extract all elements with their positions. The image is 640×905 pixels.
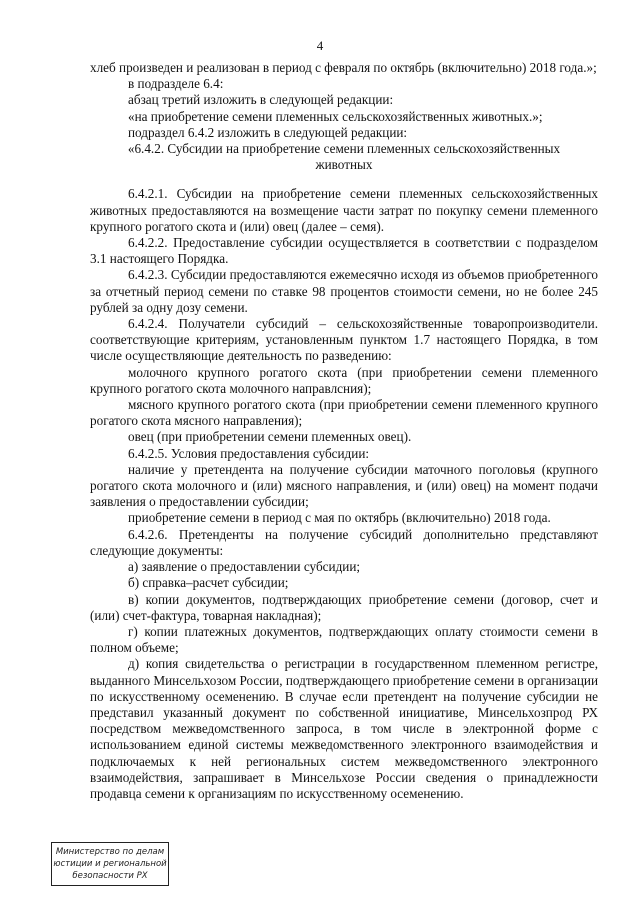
paragraph: хлеб произведен и реализован в период с февраля по октябрь (включительно) 2018 года.»; bbox=[90, 60, 597, 75]
stamp-line-2: юстиции и региональной bbox=[53, 859, 167, 869]
document-body bbox=[90, 60, 598, 802]
paragraph: наличие у претендента на получение субсидии маточного поголовья (крупного рогатого скота молочного и (или) мясного направления, и (или) овец) на момент подачи заявления о предоставлении субсидии; bbox=[90, 461, 598, 510]
paragraph: овец (при приобретении семени племенных овец). bbox=[128, 429, 412, 445]
paragraph: приобретение семени в период с мая по октябрь (включительно) 2018 года. bbox=[128, 510, 551, 526]
section-heading: «6.4.2. Субсидии на приобретение семени племенных сельскохозяйственных животных bbox=[127, 141, 561, 173]
paragraph: в) копии документов, подтверждающих приобретение семени (договор, счет и (или) счет-фактура, товарная накладная); bbox=[90, 591, 598, 623]
paragraph: г) копии платежных документов, подтверждающих оплату стоимости семени в полном объеме; bbox=[90, 623, 598, 656]
paragraph: 6.4.2.5. Условия предоставления субсидии: bbox=[128, 445, 370, 461]
paragraph: б) справка–расчет субсидии; bbox=[128, 575, 289, 591]
paragraph: 6.4.2.4. Получатели субсидий – сельскохозяйственные товаропроизводители. соответствующие критериям, установленным пунктом 1.7 настоящего Порядка, в том числе осуществляющие деятельность по разведению: bbox=[90, 316, 598, 364]
paragraph: 6.4.2.3. Субсидии предоставляются ежемесячно исходя из объемов приобретенного за отчетный период семени по ставке 98 процентов стоимости семени, но не более 245 рублей за одну дозу семени. bbox=[90, 267, 598, 315]
stamp-line-3: безопасности РХ bbox=[72, 871, 148, 881]
paragraph: 6.4.2.1. Субсидии на приобретение семени племенных сельскохозяйственных животных предоставляются на возмещение части затрат по покупку семени племенного крупного рогатого скота и (или) овец (далее – семя). bbox=[90, 186, 598, 234]
paragraph: «на приобретение семени племенных сельскохозяйственных животных.»; bbox=[128, 108, 543, 124]
ministry-stamp bbox=[51, 842, 169, 886]
paragraph: абзац третий изложить в следующей редакции: bbox=[128, 92, 394, 108]
paragraph: мясного крупного рогатого скота (при приобретении семени племенного крупного рогатого скота мясного направления); bbox=[90, 397, 598, 429]
stamp-line-1: Министерство по делам bbox=[55, 847, 165, 857]
paragraph: 6.4.2.6. Претенденты на получение субсидий дополнительно представляют следующие документы: bbox=[90, 526, 598, 558]
paragraph: подраздел 6.4.2 изложить в следующей редакции: bbox=[128, 124, 408, 140]
paragraph-gap bbox=[90, 173, 598, 186]
paragraph: молочного крупного рогатого скота (при приобретении семени племенного крупного рогатого скота молочного направлсния); bbox=[90, 364, 598, 396]
paragraph: 6.4.2.2. Предоставление субсидии осуществляется в соответствии с подразделом 3.1 настоящего Порядка. bbox=[90, 235, 598, 267]
paragraph: а) заявление о предоставлении субсидии; bbox=[128, 559, 361, 575]
paragraph: в подразделе 6.4: bbox=[128, 76, 224, 92]
paragraph: д) копия свидетельства о регистрации в государственном племенном регистре, выданного Минсельхозом России, подтверждающего приобретение семени в организации по искусственному осеменению. В случае если претендент на получение субсидии не представил указанный документ по собственной инициативе, Минсельхозпрод РХ посредством межведомственного запроса, в том числе в электронной форме с использованием единой системы межведомственного электронного взаимодействия и подключаемых к ней региональных систем межведомственного электронного взаимодействия, запрашивает в Минсельхозе России сведения о принадлежности продавца семени к организациям по искусственному осеменению. bbox=[90, 656, 598, 801]
page-number: 4 bbox=[316, 38, 324, 53]
